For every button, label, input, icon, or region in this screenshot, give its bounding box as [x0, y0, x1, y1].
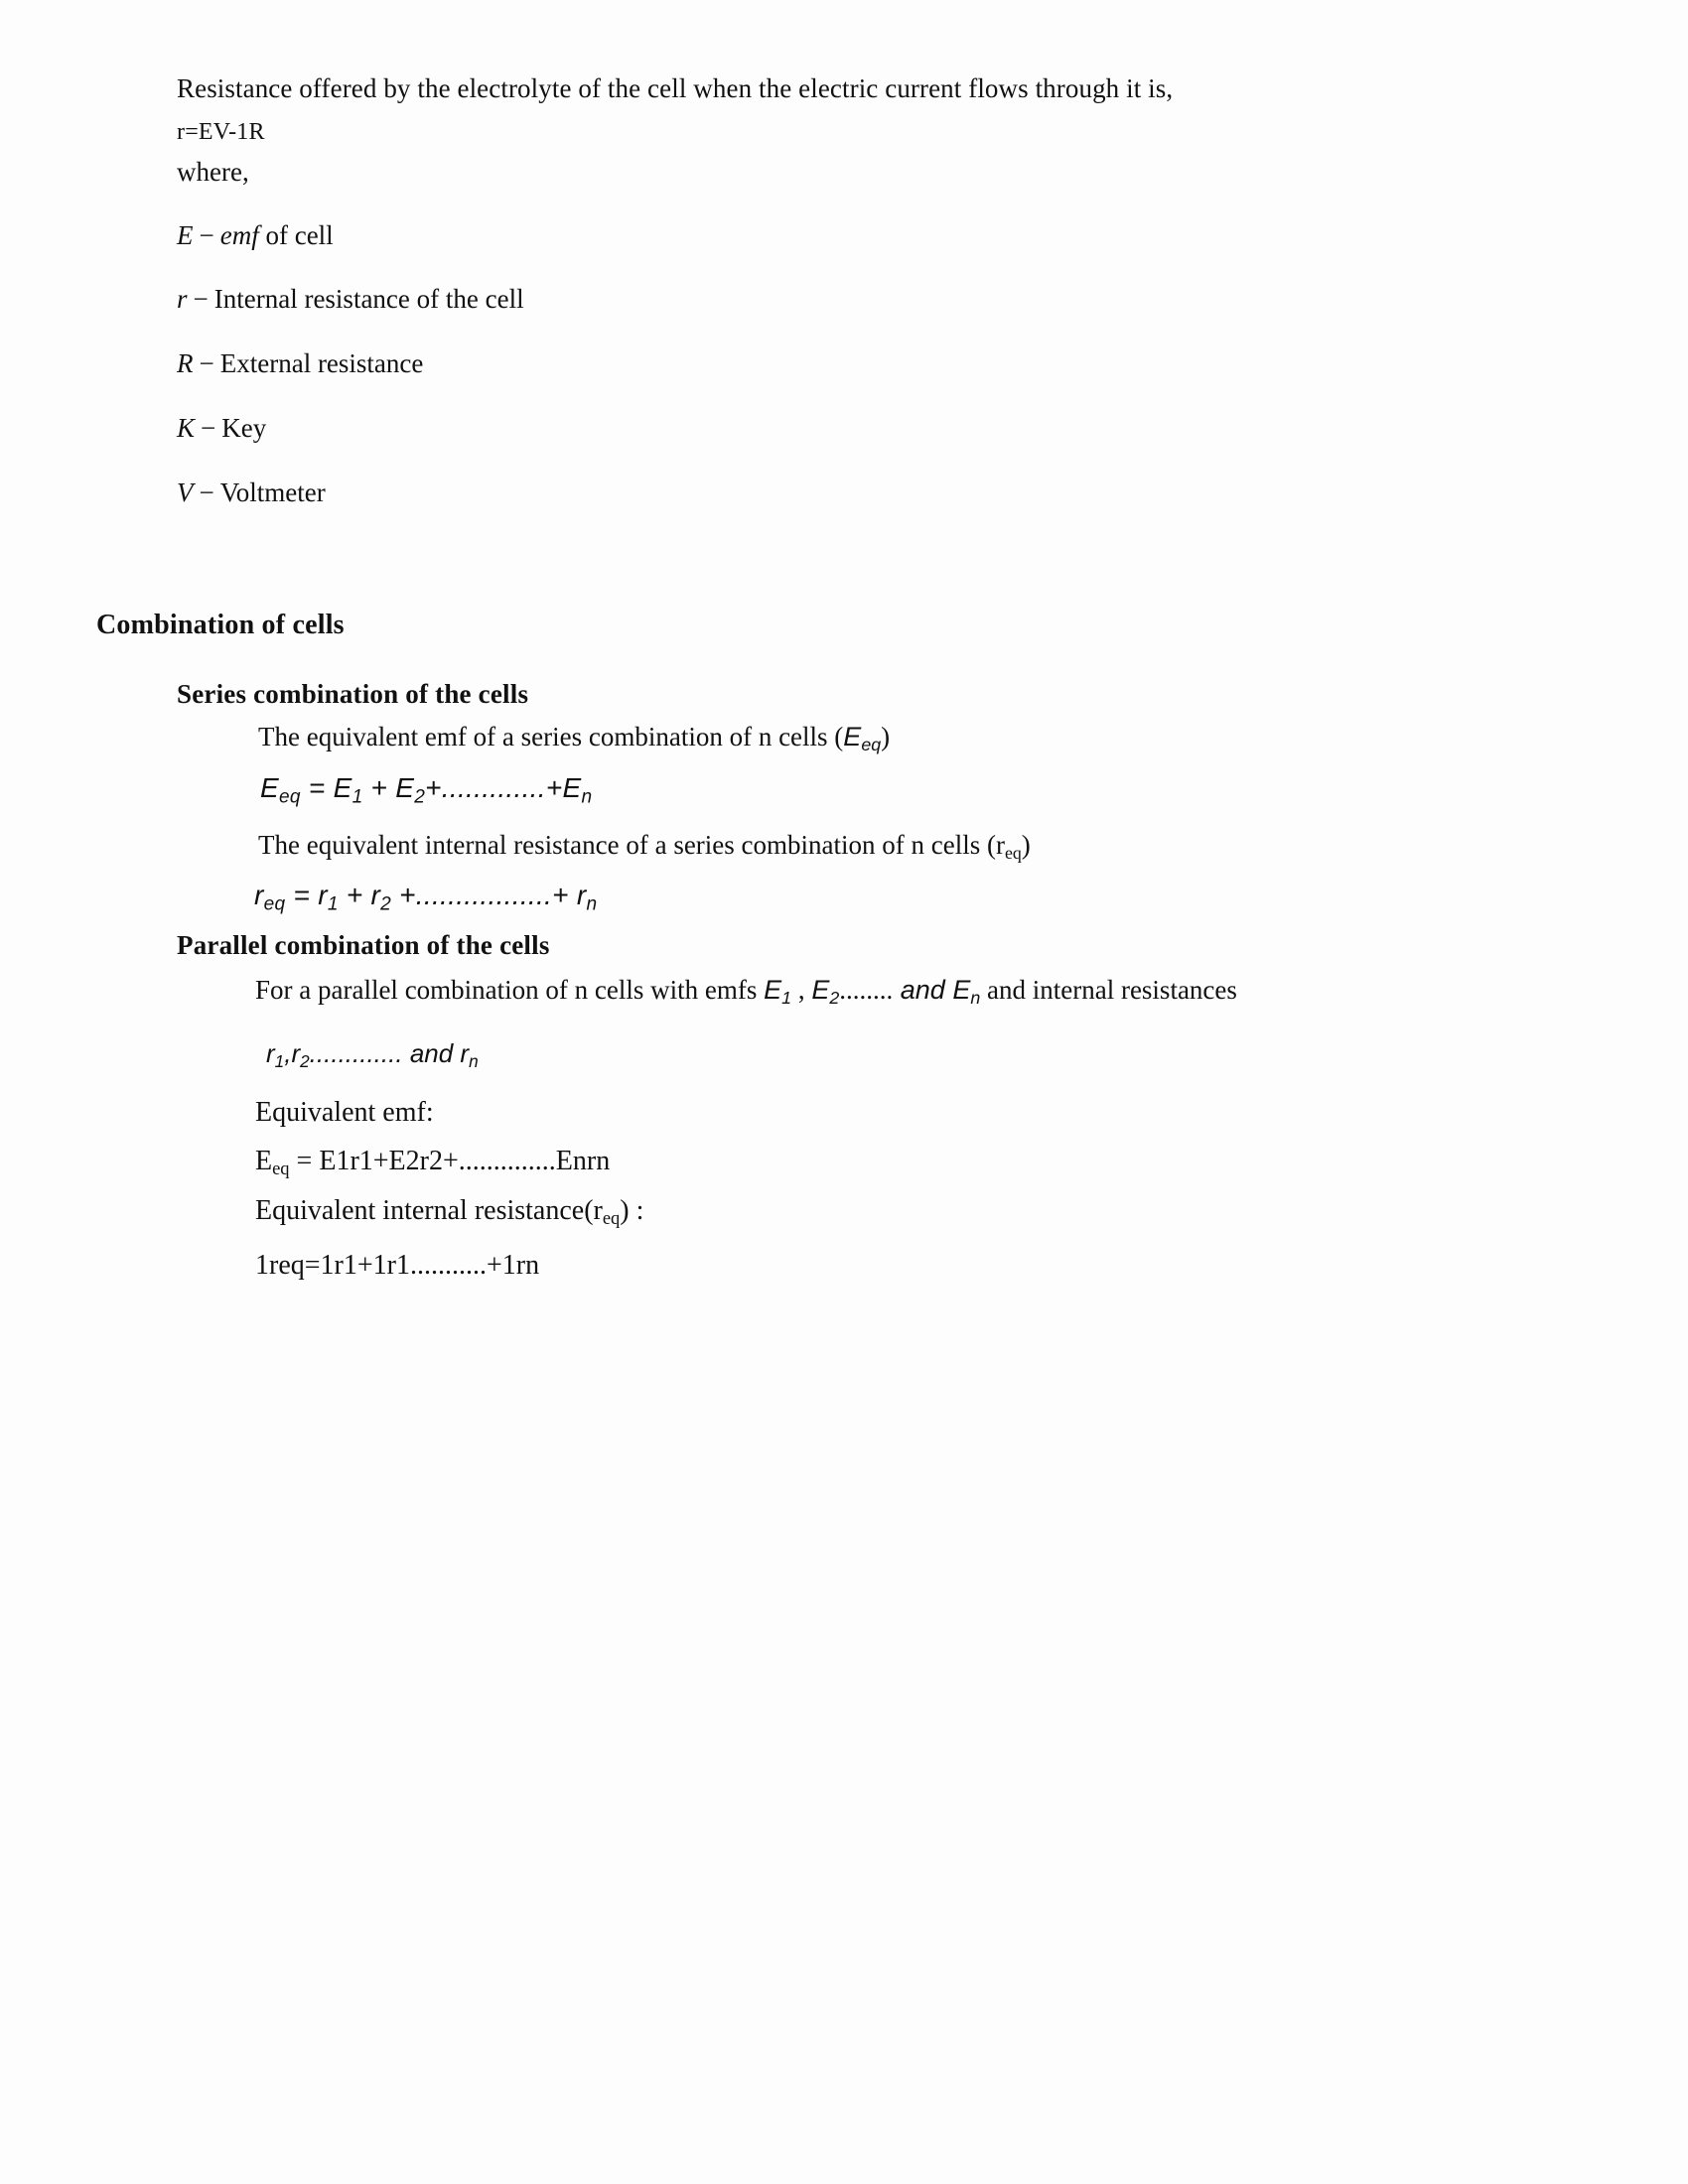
definition-term-italic: emf [219, 220, 259, 250]
equivalent-emf-lhs-sub: eq [272, 1159, 290, 1179]
eq-lhs-sub: eq [263, 893, 286, 915]
parallel-en-sub: n [970, 987, 981, 1008]
definition-symbol: E [177, 220, 194, 250]
definition-term: Voltmeter [219, 478, 326, 507]
definition-dash: − [199, 478, 214, 507]
intro-formula: r=EV-1R [177, 119, 265, 145]
parallel-internal-resistances-line [266, 1038, 479, 1069]
series-resistance-sentence-pre: The equivalent internal resistance of a series combination of n cells (r [258, 830, 1005, 860]
section-heading-combination: Combination of cells [96, 610, 345, 640]
subsection-heading-parallel: Parallel combination of the cells [177, 930, 550, 960]
parallel-paragraph [255, 971, 1551, 1010]
series-emf-symbol: E [843, 722, 862, 751]
series-emf-sentence-post: ) [881, 722, 891, 751]
parallel-en: E [952, 975, 971, 1005]
eq-termn: r [576, 880, 587, 910]
eq-term2: r [370, 880, 381, 910]
parallel-e1-sub: 1 [781, 987, 792, 1008]
equivalent-resistance-label-post: ) : [620, 1195, 644, 1226]
definition-symbol: R [177, 348, 194, 378]
parallel-r-and: and [402, 1038, 461, 1068]
equivalent-emf-rhs: = E1r1+E2r2+..............Enrn [289, 1146, 611, 1176]
equivalent-emf-label: Equivalent emf: [255, 1097, 434, 1128]
definition-symbol: r [177, 284, 188, 314]
parallel-paragraph-part1: For a parallel combination of n cells with emfs [255, 975, 765, 1005]
parallel-e2-sub: 2 [829, 987, 840, 1008]
eq-dots: +.................+ [391, 880, 577, 910]
parallel-e2: E [811, 975, 830, 1005]
equivalent-resistance-equation: 1req=1r1+1r1...........+1rn [255, 1250, 540, 1281]
series-emf-symbol-sub: eq [861, 734, 882, 754]
parallel-and: and [893, 975, 953, 1005]
definition-dash: − [193, 284, 209, 314]
eq-term2: E [395, 772, 415, 803]
parallel-r2: r [291, 1038, 301, 1068]
eq-lhs-sub: eq [278, 786, 301, 808]
eq-dots: +.............+ [425, 772, 563, 803]
definition-dash: − [199, 220, 214, 250]
definition-term-rest: of cell [258, 220, 334, 250]
definition-symbol: V [177, 478, 194, 507]
eq-term2-sub: 2 [414, 786, 426, 808]
parallel-r-dots: ............. [309, 1038, 403, 1068]
parallel-dots: ........ [839, 975, 894, 1005]
definition-term: External resistance [219, 348, 424, 378]
definition-dash: − [199, 348, 214, 378]
eq-term1-sub: 1 [327, 893, 339, 915]
series-resistance-sentence [258, 828, 1031, 863]
definition-item-emf [177, 220, 334, 251]
eq-equals: = [285, 880, 319, 910]
series-resistance-equation [254, 880, 598, 915]
equivalent-resistance-label [255, 1193, 643, 1229]
parallel-r1-sub: 1 [274, 1050, 285, 1071]
series-resistance-sentence-post: ) [1021, 830, 1031, 860]
series-emf-equation [260, 772, 593, 808]
eq-plus1: + [338, 880, 371, 910]
equivalent-emf-lhs: E [255, 1146, 273, 1176]
where-label: where, [177, 157, 249, 187]
definition-symbol: K [177, 413, 196, 443]
eq-term1: r [318, 880, 328, 910]
definition-item-key [177, 413, 266, 444]
eq-lhs: r [254, 880, 264, 910]
eq-term1-sub: 1 [352, 786, 363, 808]
eq-term2-sub: 2 [380, 893, 392, 915]
parallel-r1: r [266, 1038, 275, 1068]
parallel-r2-sub: 2 [300, 1050, 310, 1071]
parallel-rn-sub: n [469, 1050, 479, 1071]
eq-lhs: E [260, 772, 279, 803]
definition-item-external-resistance [177, 348, 423, 379]
definition-term: Key [221, 413, 267, 443]
series-resistance-sentence-sub: eq [1004, 842, 1022, 863]
parallel-paragraph-part2: and internal resistances [980, 975, 1237, 1005]
eq-termn-sub: n [586, 893, 598, 915]
definition-item-voltmeter [177, 478, 326, 508]
series-emf-sentence [258, 720, 890, 754]
series-emf-sentence-pre: The equivalent emf of a series combination of n cells ( [258, 722, 844, 751]
definition-dash: − [201, 413, 216, 443]
parallel-e1: E [764, 975, 782, 1005]
eq-plus1: + [362, 772, 396, 803]
definition-term: Internal resistance of the cell [213, 284, 524, 314]
equivalent-resistance-label-sub: eq [602, 1208, 621, 1229]
definition-item-internal-resistance [177, 284, 524, 315]
eq-termn-sub: n [581, 786, 593, 808]
equivalent-resistance-label-pre: Equivalent internal resistance(r [255, 1195, 603, 1226]
eq-term1: E [333, 772, 352, 803]
equivalent-emf-equation [255, 1144, 610, 1179]
subsection-heading-series: Series combination of the cells [177, 679, 529, 709]
eq-termn: E [562, 772, 582, 803]
parallel-r-comma: , [284, 1038, 292, 1068]
intro-paragraph: Resistance offered by the electrolyte of the cell when the electric current flows through it is, [177, 73, 1174, 103]
parallel-rn: r [460, 1038, 470, 1068]
parallel-comma: , [791, 975, 812, 1005]
eq-equals: = [300, 772, 334, 803]
